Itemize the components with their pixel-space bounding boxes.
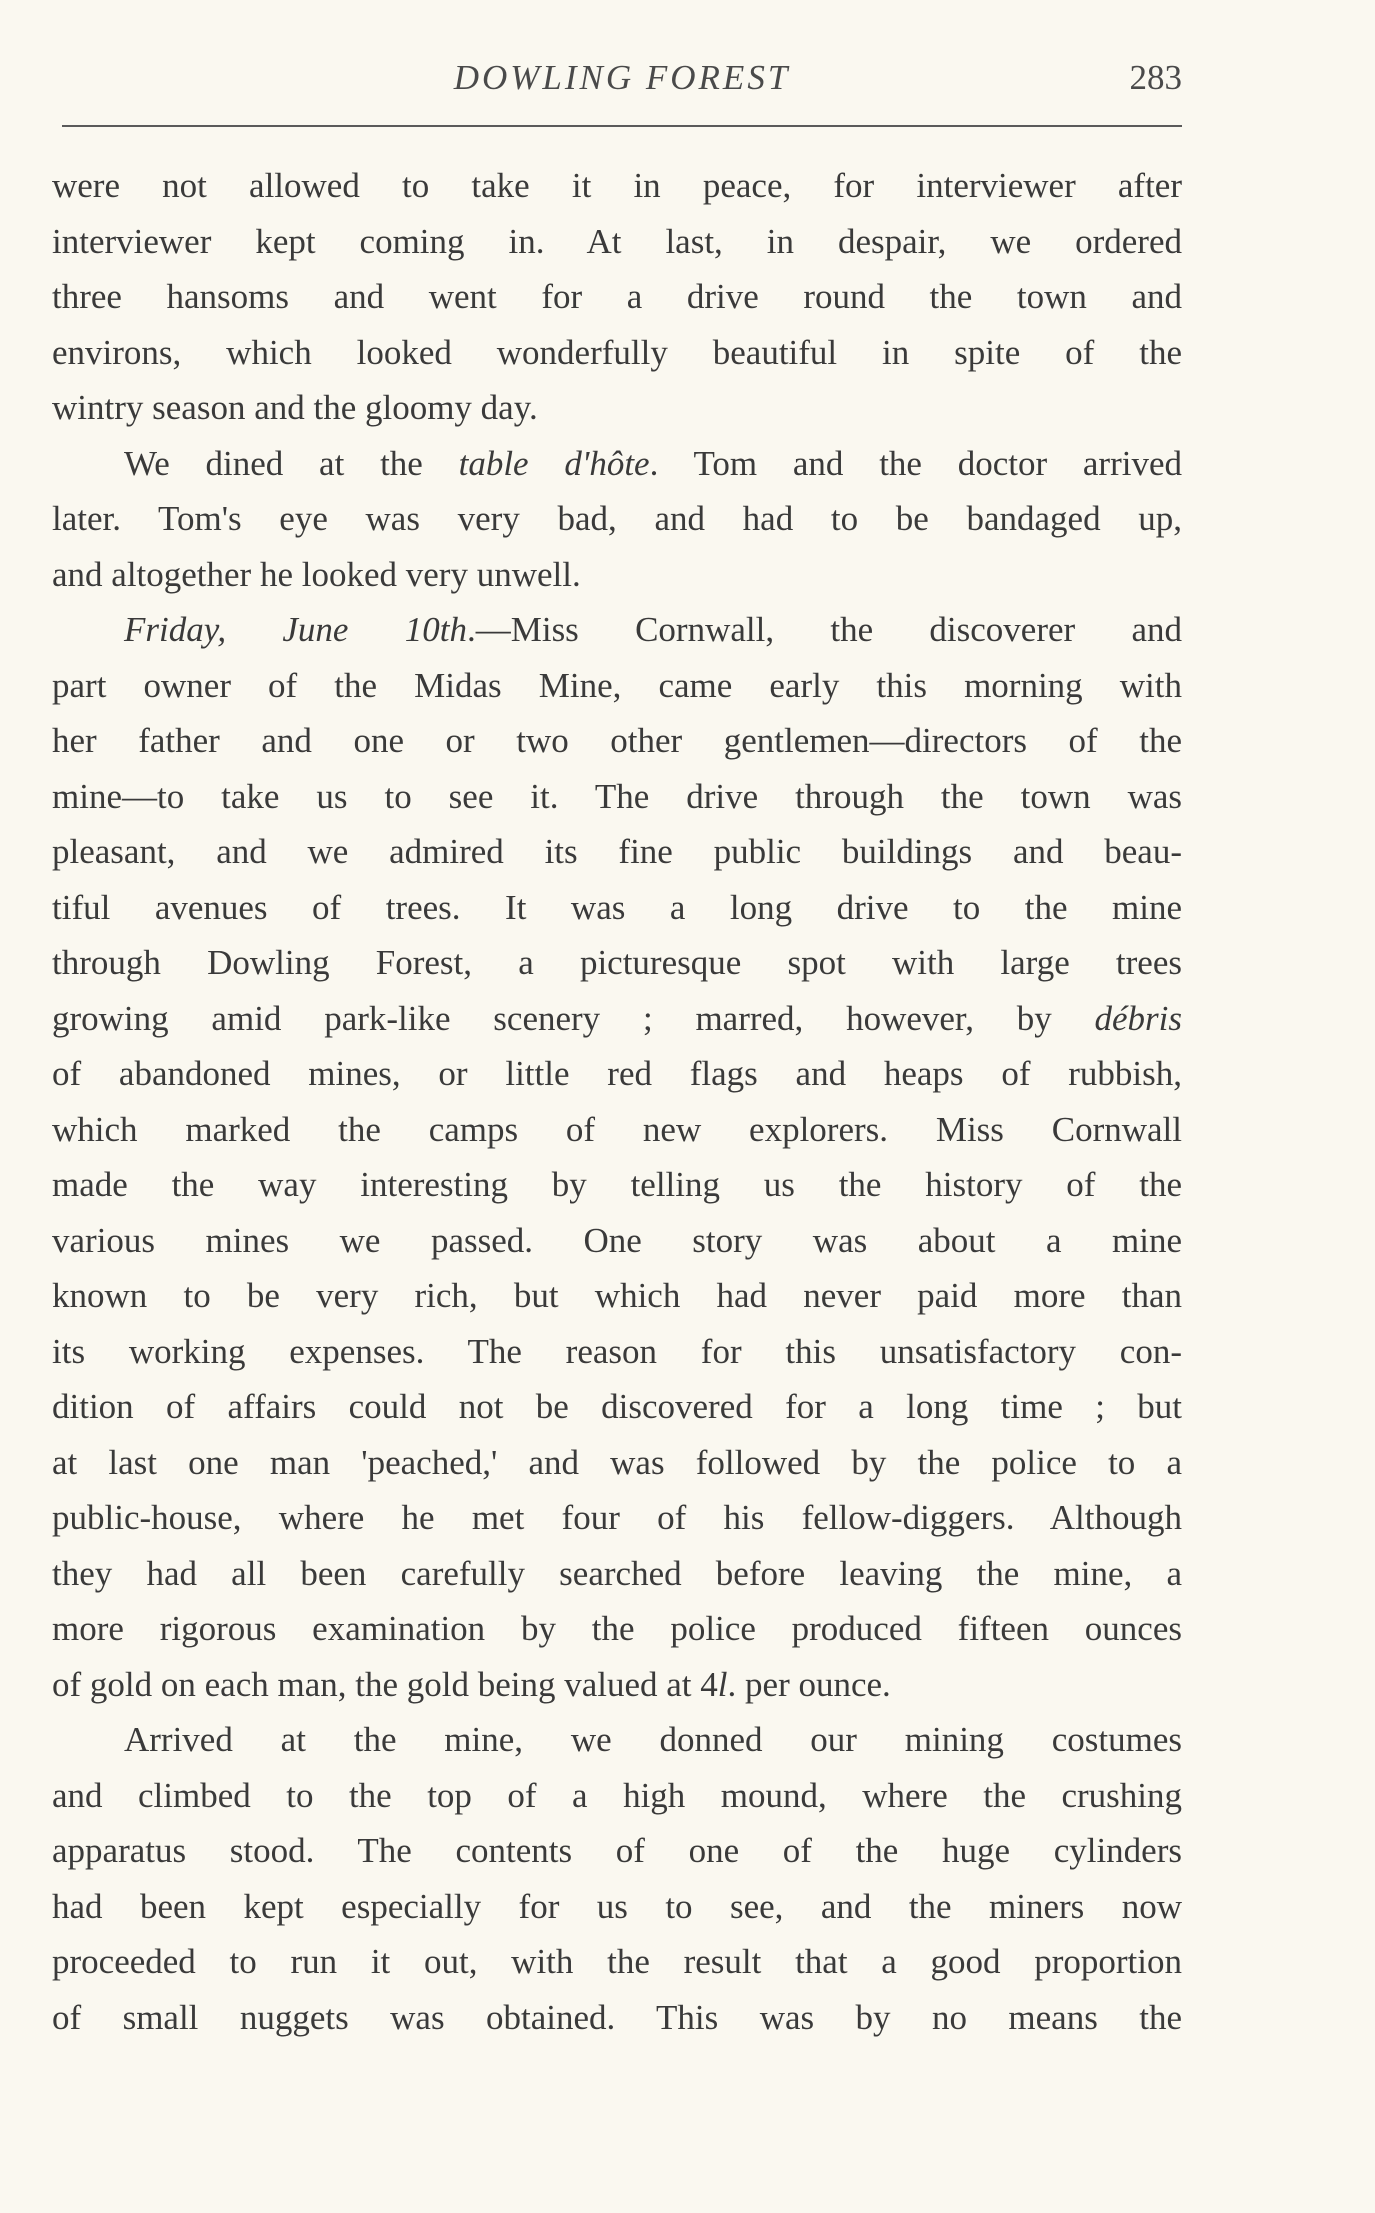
text-line: which marked the camps of new explorers. Miss Cornwall xyxy=(52,1109,1182,1149)
text-line: environs, which looked wonderfully beautiful in spite of the xyxy=(52,332,1182,372)
text-line: known to be very rich, but which had never paid more than xyxy=(52,1276,1182,1315)
text-line: were not allowed to take it in peace, for interviewer after xyxy=(52,166,1182,205)
text-line: later. Tom's eye was very bad, and had to be bandaged up, xyxy=(52,499,1182,538)
text-line: wintry season and the gloomy day. xyxy=(52,388,538,427)
text-line: of gold on each man, the gold being valued at 4l. per ounce. xyxy=(52,1664,891,1704)
text-line: through Dowling Forest, a picturesque spot with large trees xyxy=(52,943,1182,982)
header-rule xyxy=(62,125,1182,127)
text-line: part owner of the Midas Mine, came early this morning with xyxy=(52,665,1182,705)
text-line: growing amid park-like scenery ; marred, however, by débris xyxy=(52,998,1182,1038)
running-title: DOWLING FOREST xyxy=(453,58,791,97)
text-line: its working expenses. The reason for this unsatisfactory con- xyxy=(52,1331,1182,1371)
text-line: at last one man 'peached,' and was followed by the police to a xyxy=(52,1442,1182,1482)
text-line: they had all been carefully searched before leaving the mine, a xyxy=(52,1553,1182,1593)
text-line: various mines we passed. One story was about a mine xyxy=(52,1220,1182,1260)
text-line: of small nuggets was obtained. This was by no means the xyxy=(52,1997,1182,2037)
text-line: apparatus stood. The contents of one of the huge cylinders xyxy=(52,1831,1182,1870)
text-line: Arrived at the mine, we donned our mining costumes xyxy=(124,1720,1182,1759)
text-line: mine—to take us to see it. The drive through the town was xyxy=(52,776,1182,816)
text-line: We dined at the table d'hôte. Tom and the doctor arrived xyxy=(124,443,1182,483)
text-line: and altogether he looked very unwell. xyxy=(52,554,581,594)
text-line: Friday, June 10th.—Miss Cornwall, the discoverer and xyxy=(124,610,1182,649)
text-line: more rigorous examination by the police produced fifteen ounces xyxy=(52,1609,1182,1648)
text-line: three hansoms and went for a drive round the town and xyxy=(52,277,1182,316)
text-line: pleasant, and we admired its fine public buildings and beau- xyxy=(52,832,1182,871)
text-line: had been kept especially for us to see, and the miners now xyxy=(52,1886,1182,1926)
text-line: tiful avenues of trees. It was a long drive to the mine xyxy=(52,887,1182,927)
text-line: public-house, where he met four of his fellow-diggers. Although xyxy=(52,1498,1182,1537)
body-text xyxy=(52,158,1182,2045)
text-line: and climbed to the top of a high mound, where the crushing xyxy=(52,1775,1182,1815)
page-number: 283 xyxy=(1129,58,1182,97)
text-line: made the way interesting by telling us the history of the xyxy=(52,1165,1182,1204)
page-header xyxy=(62,52,1182,106)
text-line: interviewer kept coming in. At last, in despair, we ordered xyxy=(52,221,1182,261)
text-line: proceeded to run it out, with the result that a good proportion xyxy=(52,1942,1182,1981)
text-line: dition of affairs could not be discovered for a long time ; but xyxy=(52,1387,1182,1426)
text-line: her father and one or two other gentlemen—directors of the xyxy=(52,721,1182,760)
text-line: of abandoned mines, or little red flags and heaps of rubbish, xyxy=(52,1054,1182,1093)
